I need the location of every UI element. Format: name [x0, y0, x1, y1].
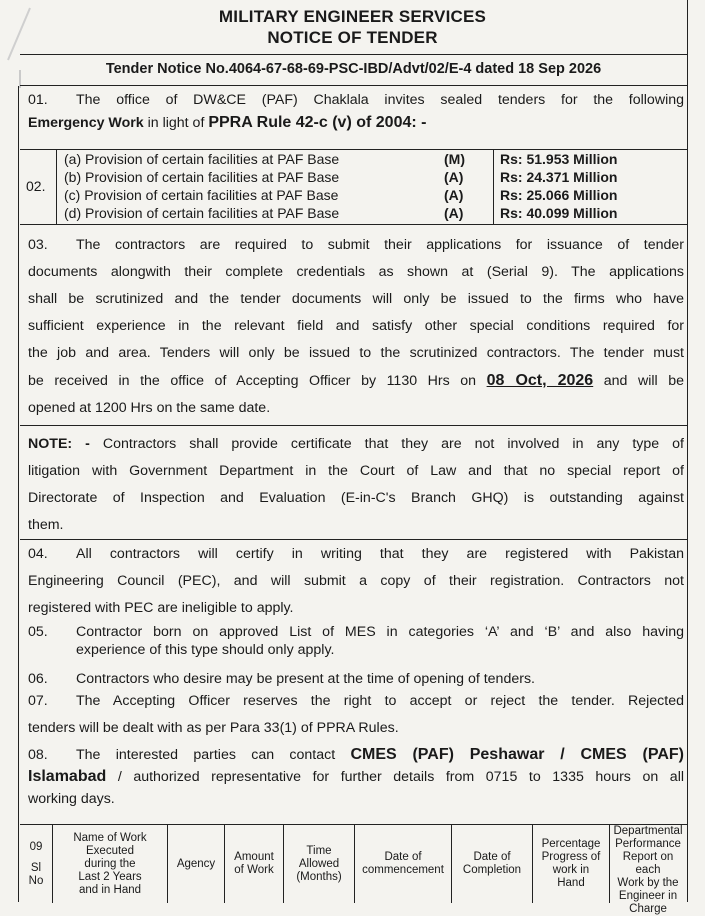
para-number: 04. [28, 546, 48, 562]
para-03: 03. The contractors are required to submit their applications for issuance of tender documents alongwith their complete credentials as shown at (Serial 9). The applications shall be scrutinized and the tender documents will only be issued to the firms who have sufficient experience in the relevant field and satisfy other special conditions required for the job and area. Tenders will only be issued to the scrutinized contractors. The tender must be received in the office of Accepting Officer by 1130 Hrs on 08 Oct, 2026 and will be opened at 1200 Hrs on the same date. [28, 232, 684, 422]
divider [20, 425, 687, 426]
left-border [18, 86, 19, 902]
work-item: (d) Provision of certain facilities at PAF Base (A) Rs: 40.099 Million [64, 205, 618, 221]
work-item: (c) Provision of certain facilities at PAF Base (A) Rs: 25.066 Million [64, 187, 618, 203]
header-line-2: NOTICE OF TENDER [267, 28, 438, 47]
para-number: 02. [26, 178, 46, 194]
divider [20, 539, 687, 540]
emergency-work-label: Emergency Work [28, 115, 144, 131]
para-08: 08. The interested parties can contact CMES (PAF) Peshawar / CMES (PAF) Islamabad / authorized representative for further details from 0715 to 1335 hours on all working days. [28, 746, 684, 807]
col-performance-report: Departmental Performance Report on each Work by the Engineer in Charge [613, 825, 683, 915]
para-01-line-2: Emergency Work in light of PPRA Rule 42-c (v) of 2004: - [28, 114, 427, 131]
works-list [20, 149, 687, 225]
work-item: (a) Provision of certain facilities at PAF Base (M) Rs: 51.953 Million [64, 151, 618, 167]
col-amount: Amount of Work [225, 825, 284, 903]
work-item: (b) Provision of certain facilities at PAF Base (A) Rs: 24.371 Million [64, 169, 618, 185]
col-time-allowed: Time Allowed (Months) [284, 825, 355, 903]
col-serial: 09 Sl No [20, 825, 53, 903]
col-name-of-work: Name of Work Executed during the Last 2 Years and in Hand [53, 825, 168, 903]
para-07: 07. The Accepting Officer reserves the right to accept or reject the tender. Rejected tenders will be dealt with as per Para 33(1) of PPRA Rules. [28, 688, 684, 742]
note-section: NOTE: - Contractors shall provide certificate that they are not involved in any type of litigation with Government Department in the Court of Law and that no special report of Directorate of Inspection and Evaluation (E-in-C's Branch GHQ) is outstanding against them. [28, 436, 684, 533]
credentials-table-header [20, 824, 687, 915]
tender-reference: Tender Notice No.4064-67-68-69-PSC-IBD/Advt/02/E-4 dated 18 Sep 2026 [20, 54, 687, 86]
header-line-1: MILITARY ENGINEER SERVICES [218, 7, 487, 26]
right-border [687, 0, 688, 902]
contact-offices: CMES (PAF) Peshawar / CMES (PAF) [350, 746, 684, 763]
para-number: 01. [28, 92, 48, 108]
closing-date: 08 Oct, 2026 [486, 372, 594, 389]
para-number: 07. [28, 693, 48, 709]
para-01 [28, 92, 684, 132]
col-agency: Agency [168, 825, 225, 903]
col-percentage-progress: Percentage Progress of work in Hand [533, 825, 610, 903]
para-number: 08. [28, 747, 48, 763]
note-label: NOTE: - [28, 436, 90, 452]
col-date-commencement: Date of commencement [355, 825, 452, 903]
para-number: 03. [28, 237, 48, 253]
para-01-line-1: 01. The office of DW&CE (PAF) Chaklala invites sealed tenders for the following [28, 92, 684, 108]
ppra-rule-label: PPRA Rule 42-c (v) of 2004: - [208, 114, 427, 131]
para-number: 06. [28, 671, 48, 687]
para-04: 04. All contractors will certify in writing that they are registered with Pakistan Engineering Council (PEC), and will submit a copy of their registration. Contractors not registered with PEC are ineligible to apply. [28, 541, 684, 622]
para-05: 05. Contractor born on approved List of MES in categories ‘A’ and ‘B’ and also having experience of this type should only apply. [28, 624, 684, 658]
para-06: 06. Contractors who desire may be present at the time of opening of tenders. [28, 671, 535, 687]
col-date-completion: Date of Completion [452, 825, 533, 903]
para-number: 05. [28, 624, 48, 640]
